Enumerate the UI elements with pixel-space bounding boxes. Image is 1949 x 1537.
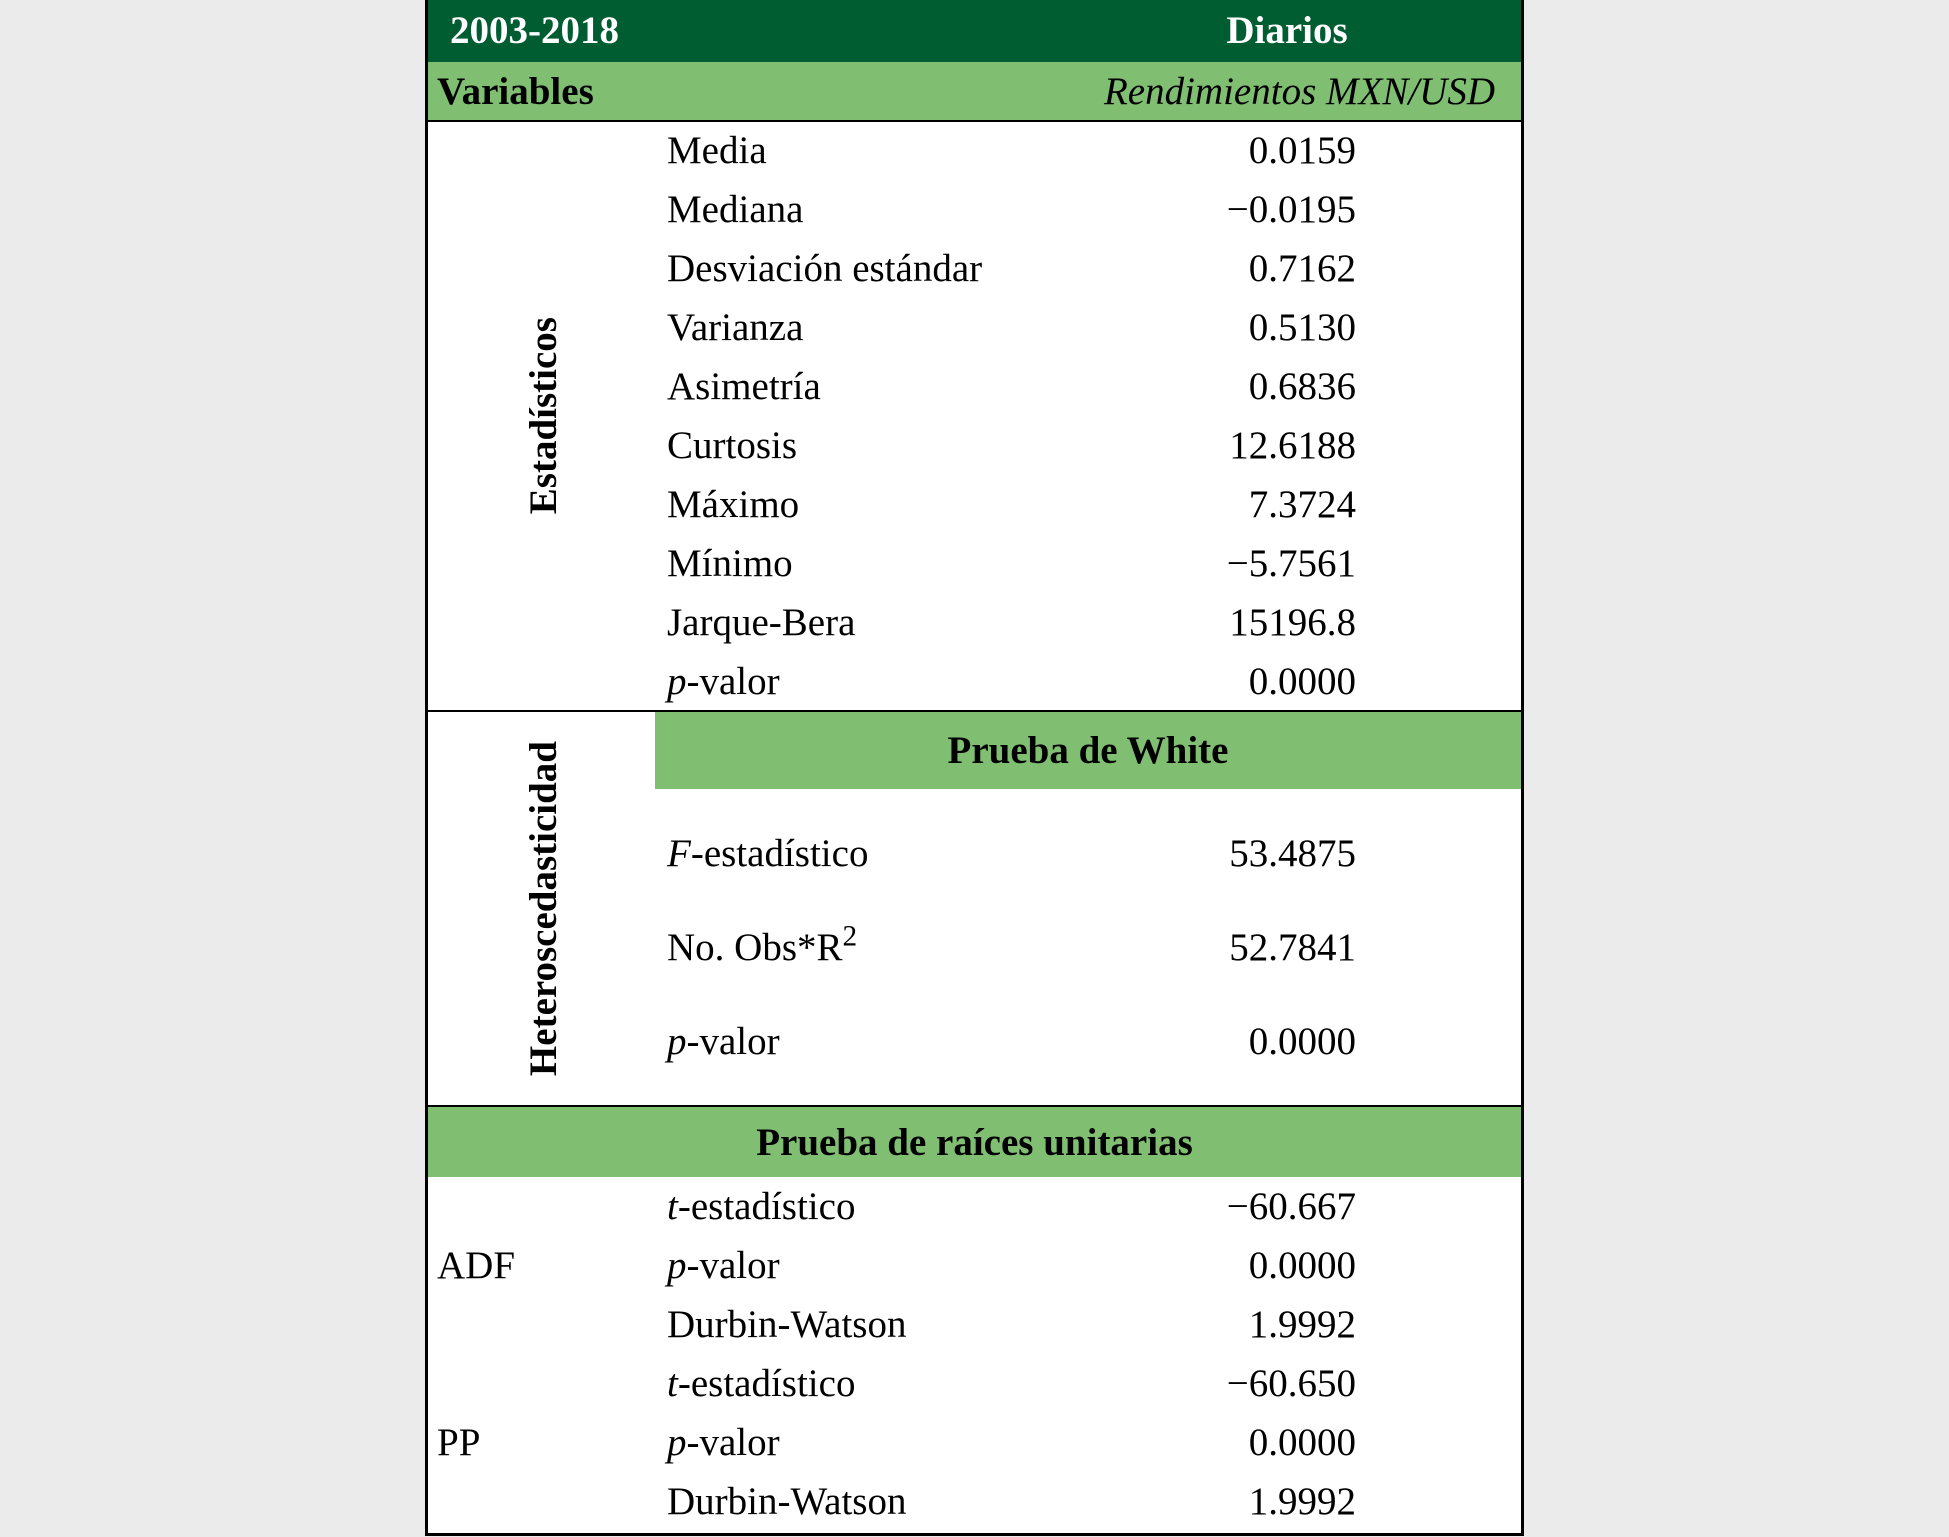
- adf-name: ADF: [437, 1244, 516, 1287]
- white-value: 52.7841: [1229, 926, 1356, 969]
- estadisticos-section: [428, 122, 1521, 710]
- adf-row-t-estadistico: [428, 1177, 1521, 1236]
- pp-row-p-valor: [428, 1413, 1521, 1472]
- stat-row-asimetria: [428, 357, 1521, 416]
- pp-label-italic: p: [667, 1421, 687, 1464]
- stat-label: Mediana: [667, 188, 804, 231]
- stat-label: Máximo: [667, 483, 800, 526]
- stat-row-media: [428, 121, 1521, 180]
- pp-label-italic: t: [667, 1362, 678, 1405]
- white-label-text: No. Obs*R: [667, 926, 843, 969]
- pp-label: Durbin-Watson: [667, 1480, 907, 1523]
- header-frequency: Diarios: [1226, 9, 1348, 52]
- header-period: 2003-2018: [450, 9, 619, 52]
- pp-value: 0.0000: [1248, 1421, 1356, 1464]
- pp-group: [428, 1354, 1521, 1531]
- adf-label-italic: p: [667, 1244, 687, 1287]
- white-label-text: -valor: [686, 1020, 780, 1063]
- stat-label-text: -valor: [686, 660, 780, 703]
- table-header: [428, 0, 1521, 62]
- adf-value: 0.0000: [1248, 1244, 1356, 1287]
- stat-label: Curtosis: [667, 424, 798, 467]
- adf-label: [667, 1177, 855, 1236]
- stat-label: Jarque-Bera: [667, 601, 856, 644]
- white-test-band: [655, 712, 1521, 789]
- stat-label: Desviación estándar: [667, 247, 983, 290]
- adf-row-p-valor: [428, 1236, 1521, 1295]
- adf-rows: [428, 1177, 1521, 1354]
- stat-label: Media: [667, 129, 767, 172]
- white-row-p-valor: [428, 995, 1521, 1089]
- white-value: 0.0000: [1248, 1020, 1356, 1063]
- white-label-italic: p: [667, 1020, 687, 1063]
- adf-label-italic: t: [667, 1185, 678, 1228]
- estadisticos-rows: [428, 121, 1521, 711]
- white-test-rows: [428, 807, 1521, 1089]
- stat-label: Mínimo: [667, 542, 793, 585]
- stat-value: 0.0000: [1248, 660, 1356, 703]
- white-label: [667, 995, 780, 1089]
- stat-row-maximo: [428, 475, 1521, 534]
- stat-row-minimo: [428, 534, 1521, 593]
- stat-row-desviacion: [428, 239, 1521, 298]
- unit-root-title: Prueba de raíces unitarias: [756, 1120, 1193, 1164]
- white-label-text: -estadístico: [690, 832, 869, 875]
- pp-label-text: -valor: [686, 1421, 780, 1464]
- pp-value: −60.650: [1226, 1362, 1356, 1405]
- stat-value: −0.0195: [1226, 188, 1356, 231]
- stat-label: Asimetría: [667, 365, 821, 408]
- heteroscedasticidad-title: Heteroscedasticidad: [521, 740, 565, 1077]
- adf-label-text: -estadístico: [677, 1185, 856, 1228]
- series-name: Rendimientos MXN/USD: [1103, 70, 1495, 113]
- adf-label-text: -valor: [686, 1244, 780, 1287]
- pp-name: PP: [437, 1421, 481, 1464]
- adf-group: [428, 1177, 1521, 1354]
- stat-value: 0.7162: [1248, 247, 1356, 290]
- stat-row-varianza: [428, 298, 1521, 357]
- white-label-superscript: 2: [842, 920, 858, 953]
- stat-value: 0.6836: [1248, 365, 1356, 408]
- stat-value: 0.5130: [1248, 306, 1356, 349]
- white-row-f-estadistico: [428, 807, 1521, 901]
- stat-value: 0.0159: [1248, 129, 1356, 172]
- adf-label: Durbin-Watson: [667, 1303, 907, 1346]
- variables-label: Variables: [437, 70, 594, 113]
- stat-label: Varianza: [667, 306, 804, 349]
- adf-value: 1.9992: [1248, 1303, 1356, 1346]
- pp-label: [667, 1413, 780, 1472]
- white-row-obs-r2: [428, 901, 1521, 995]
- white-label: [667, 901, 857, 995]
- pp-label: [667, 1354, 855, 1413]
- stat-row-p-valor: [428, 652, 1521, 711]
- white-label-italic: F: [667, 832, 691, 875]
- stat-value: 12.6188: [1229, 424, 1356, 467]
- pp-row-durbin-watson: [428, 1472, 1521, 1531]
- pp-value: 1.9992: [1248, 1480, 1356, 1523]
- pp-rows: [428, 1354, 1521, 1531]
- statistics-table: [425, 0, 1524, 1536]
- white-value: 53.4875: [1229, 832, 1356, 875]
- pp-row-t-estadistico: [428, 1354, 1521, 1413]
- stat-row-curtosis: [428, 416, 1521, 475]
- stat-value: 7.3724: [1248, 483, 1356, 526]
- table-subheader: [428, 62, 1521, 121]
- estadisticos-title: Estadísticos: [521, 317, 565, 515]
- white-test-title: Prueba de White: [947, 729, 1229, 772]
- stat-row-jarque-bera: [428, 593, 1521, 652]
- stat-value: −5.7561: [1226, 542, 1356, 585]
- stat-label: [667, 652, 780, 711]
- adf-row-durbin-watson: [428, 1295, 1521, 1354]
- stat-value: 15196.8: [1229, 601, 1356, 644]
- white-label: [667, 807, 868, 901]
- stat-label-italic: p: [667, 660, 687, 703]
- heteroscedasticidad-section: [428, 712, 1521, 1105]
- adf-value: −60.667: [1226, 1185, 1356, 1228]
- stat-row-mediana: [428, 180, 1521, 239]
- adf-label: [667, 1236, 780, 1295]
- unit-root-band: [428, 1107, 1521, 1177]
- pp-label-text: -estadístico: [677, 1362, 856, 1405]
